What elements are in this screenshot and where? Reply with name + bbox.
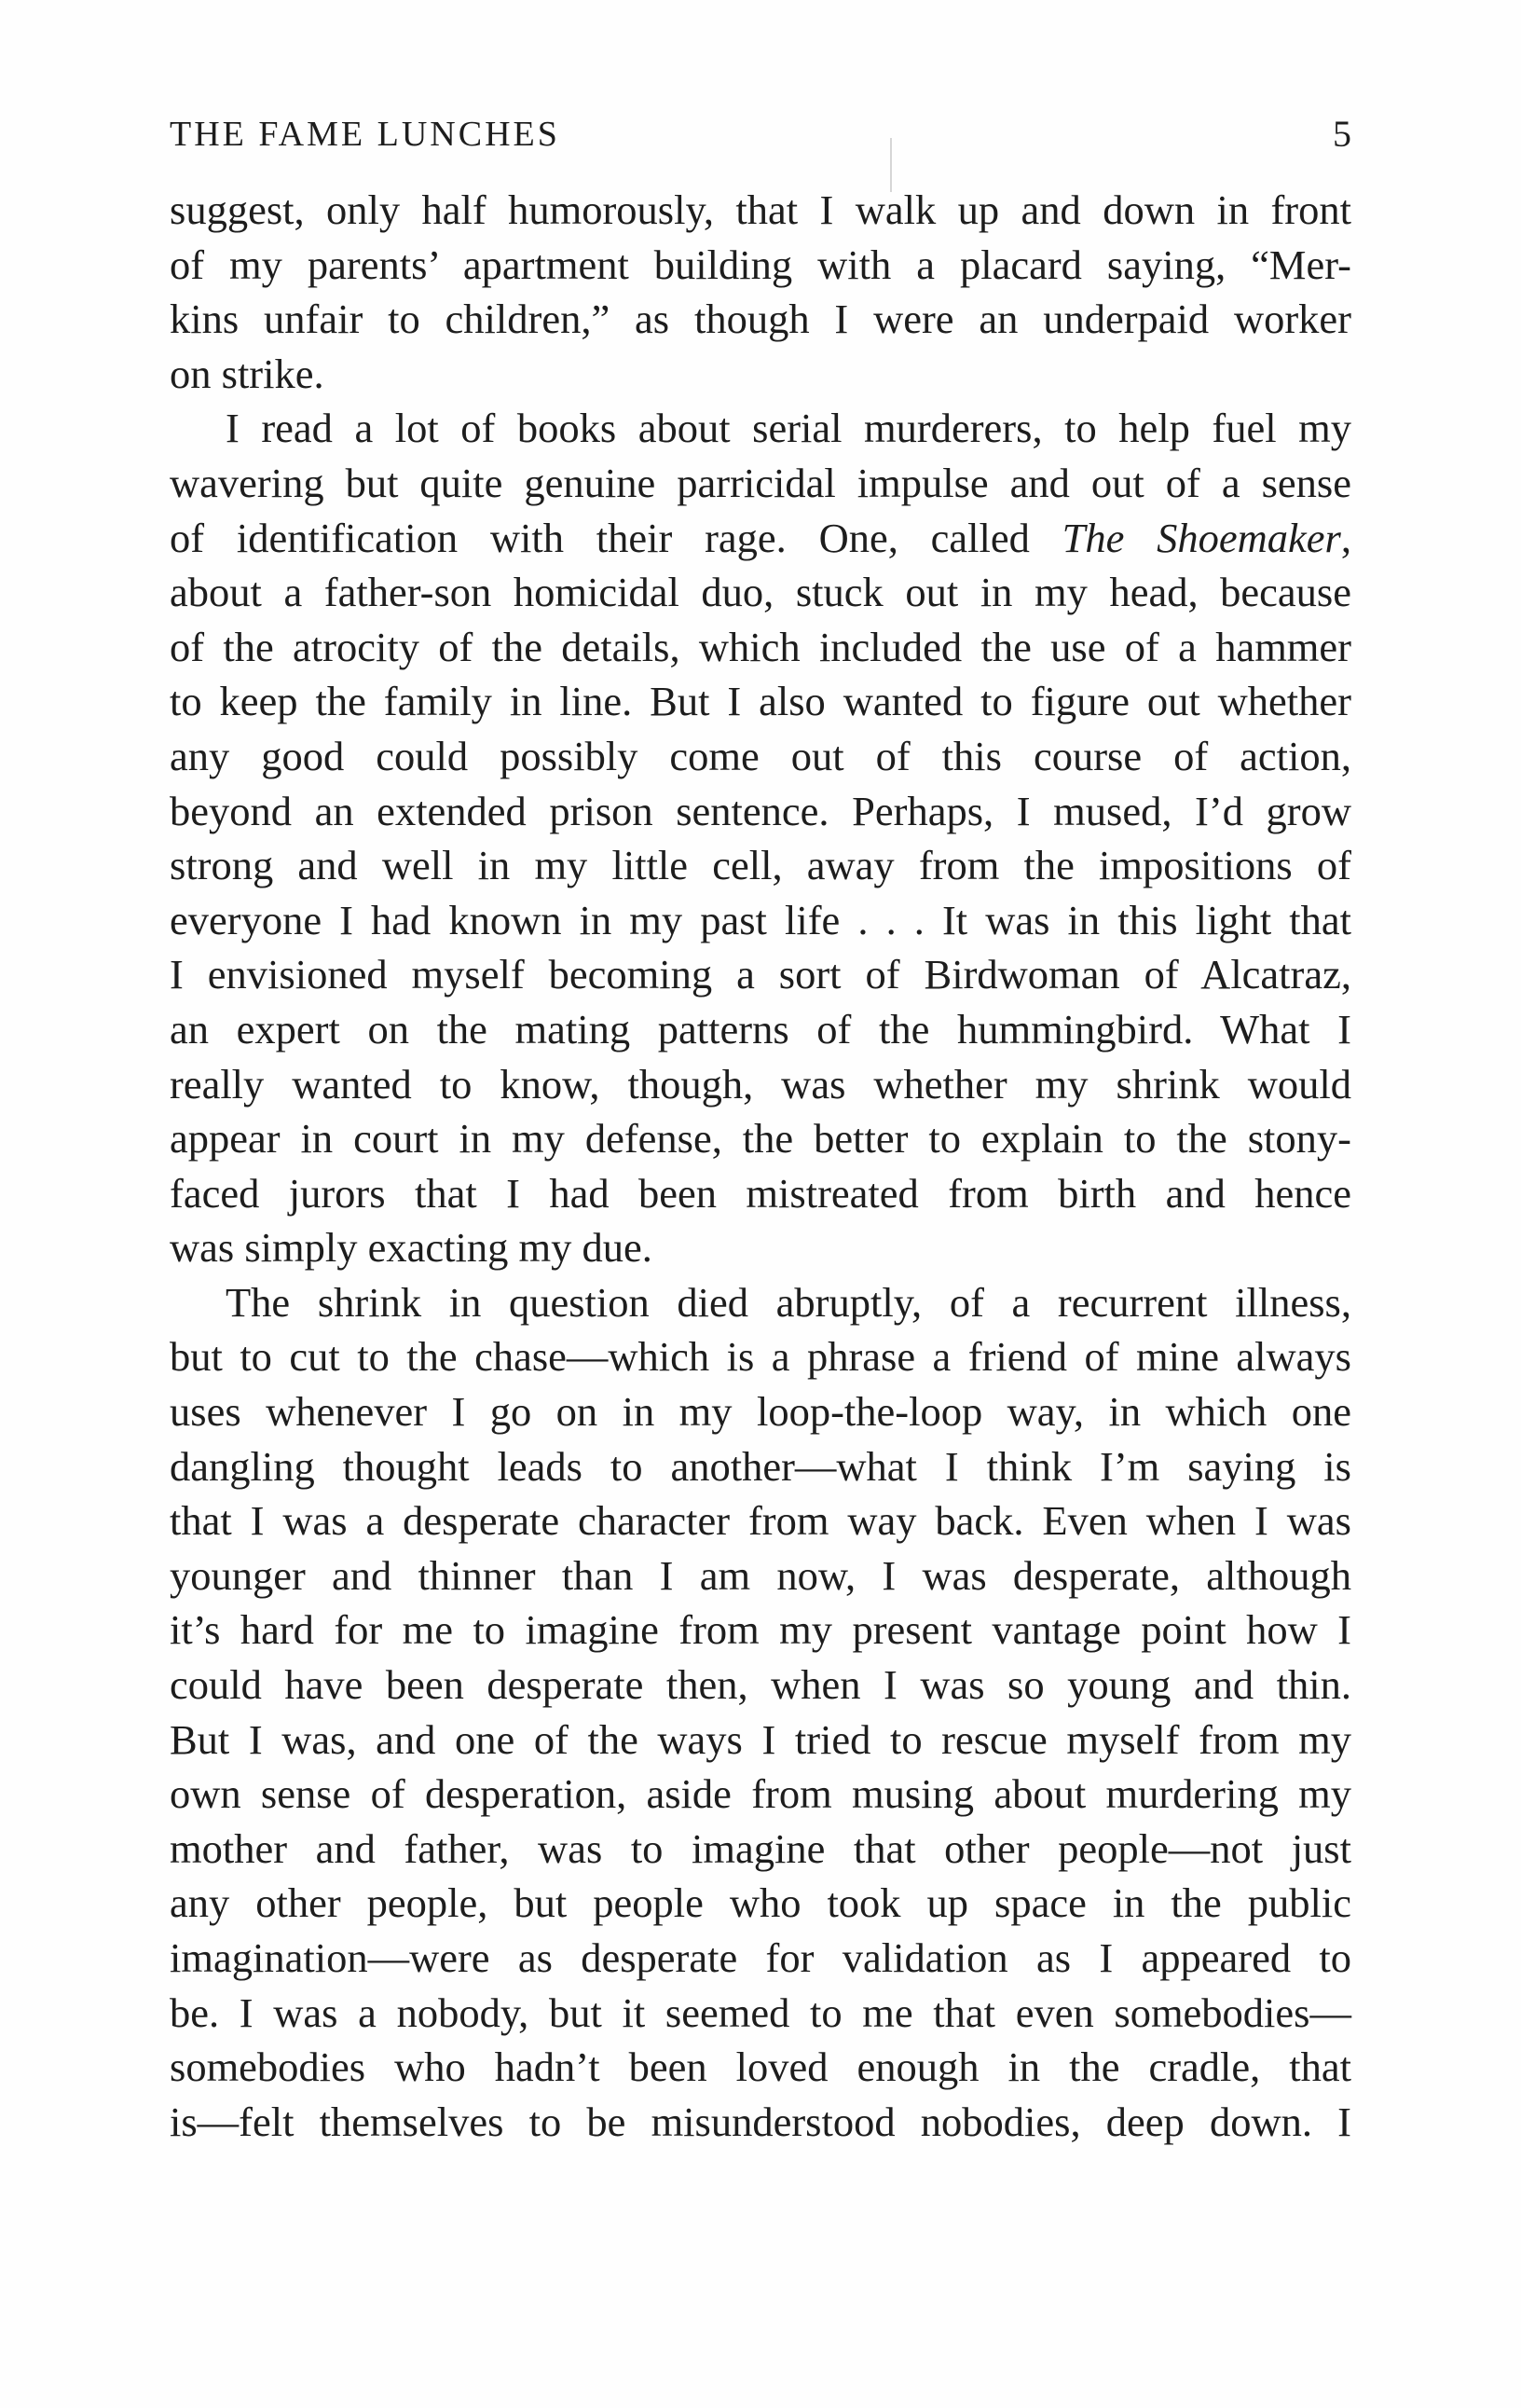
text-line: of my parents’ apartment building with a placard saying, “Mer- (170, 241, 1351, 288)
text-line: any other people, but people who took up space in the public (170, 1879, 1351, 1927)
book-title-italic: The Shoemaker (1062, 514, 1341, 561)
text-line: everyone I had known in my past life . . . It was in this light that (170, 896, 1351, 943)
text-line: appear in court in my defense, the better to explain to the stony- (170, 1115, 1351, 1163)
text-line: was simply exacting my due. (170, 1224, 652, 1272)
text-line: imagination—were as desperate for validation as I appeared to (170, 1934, 1351, 1981)
text-line: suggest, only half humorously, that I walk up and down in front (170, 186, 1351, 233)
text-line: I read a lot of books about serial murderers, to help fuel my (226, 405, 1351, 452)
text-line: could have been desperate then, when I was so young and thin. (170, 1661, 1351, 1709)
text-line: beyond an extended prison sentence. Perhaps, I mused, I’d grow (170, 787, 1351, 834)
text-line: is—felt themselves to be misunderstood nobodies, deep down. I (170, 2098, 1351, 2145)
text-line: kins unfair to children,” as though I were an underpaid worker (170, 296, 1351, 343)
text-segment: , (1340, 514, 1351, 561)
running-title: THE FAME LUNCHES (170, 115, 560, 154)
text-line: it’s hard for me to imagine from my present vantage point how I (170, 1606, 1351, 1654)
text-line: faced jurors that I had been mistreated from birth and hence (170, 1169, 1351, 1217)
text-line (170, 511, 1351, 566)
text-line: about a father-son homicidal duo, stuck out in my head, because (170, 569, 1351, 616)
text-line: any good could possibly come out of this course of action, (170, 732, 1351, 779)
text-line: really wanted to know, though, was whether my shrink would (170, 1060, 1351, 1108)
text-line: dangling thought leads to another—what I think I’m saying is (170, 1442, 1351, 1490)
body-text (170, 183, 1351, 2149)
text-line: younger and thinner than I am now, I was desperate, although (170, 1551, 1351, 1599)
text-line: to keep the family in line. But I also wanted to figure out whether (170, 678, 1351, 725)
text-line: The shrink in question died abruptly, of a recurrent illness, (226, 1278, 1351, 1326)
text-line: But I was, and one of the ways I tried to rescue myself from my (170, 1715, 1351, 1763)
text-line: strong and well in my little cell, away from the impositions of (170, 842, 1351, 889)
text-line: mother and father, was to imagine that other people—not just (170, 1824, 1351, 1872)
text-segment: of identification with their rage. One, called (170, 514, 1062, 561)
text-line: an expert on the mating patterns of the hummingbird. What I (170, 1005, 1351, 1053)
text-line: uses whenever I go on in my loop-the-loop way, in which one (170, 1388, 1351, 1436)
text-line: of the atrocity of the details, which included the use of a hammer (170, 623, 1351, 670)
text-line: be. I was a nobody, but it seemed to me that even somebodies— (170, 1988, 1351, 2036)
page-number: 5 (1333, 113, 1351, 155)
text-line: on strike. (170, 350, 324, 397)
text-line: own sense of desperation, aside from musing about murdering my (170, 1770, 1351, 1818)
text-line: but to cut to the chase—which is a phrase a friend of mine always (170, 1333, 1351, 1381)
text-line: wavering but quite genuine parricidal impulse and out of a sense (170, 459, 1351, 506)
text-line: I envisioned myself becoming a sort of Birdwoman of Alcatraz, (170, 951, 1351, 998)
running-head (170, 106, 1351, 162)
text-line: that I was a desperate character from way back. Even when I was (170, 1497, 1351, 1545)
text-line: somebodies who hadn’t been loved enough in the cradle, that (170, 2043, 1351, 2091)
